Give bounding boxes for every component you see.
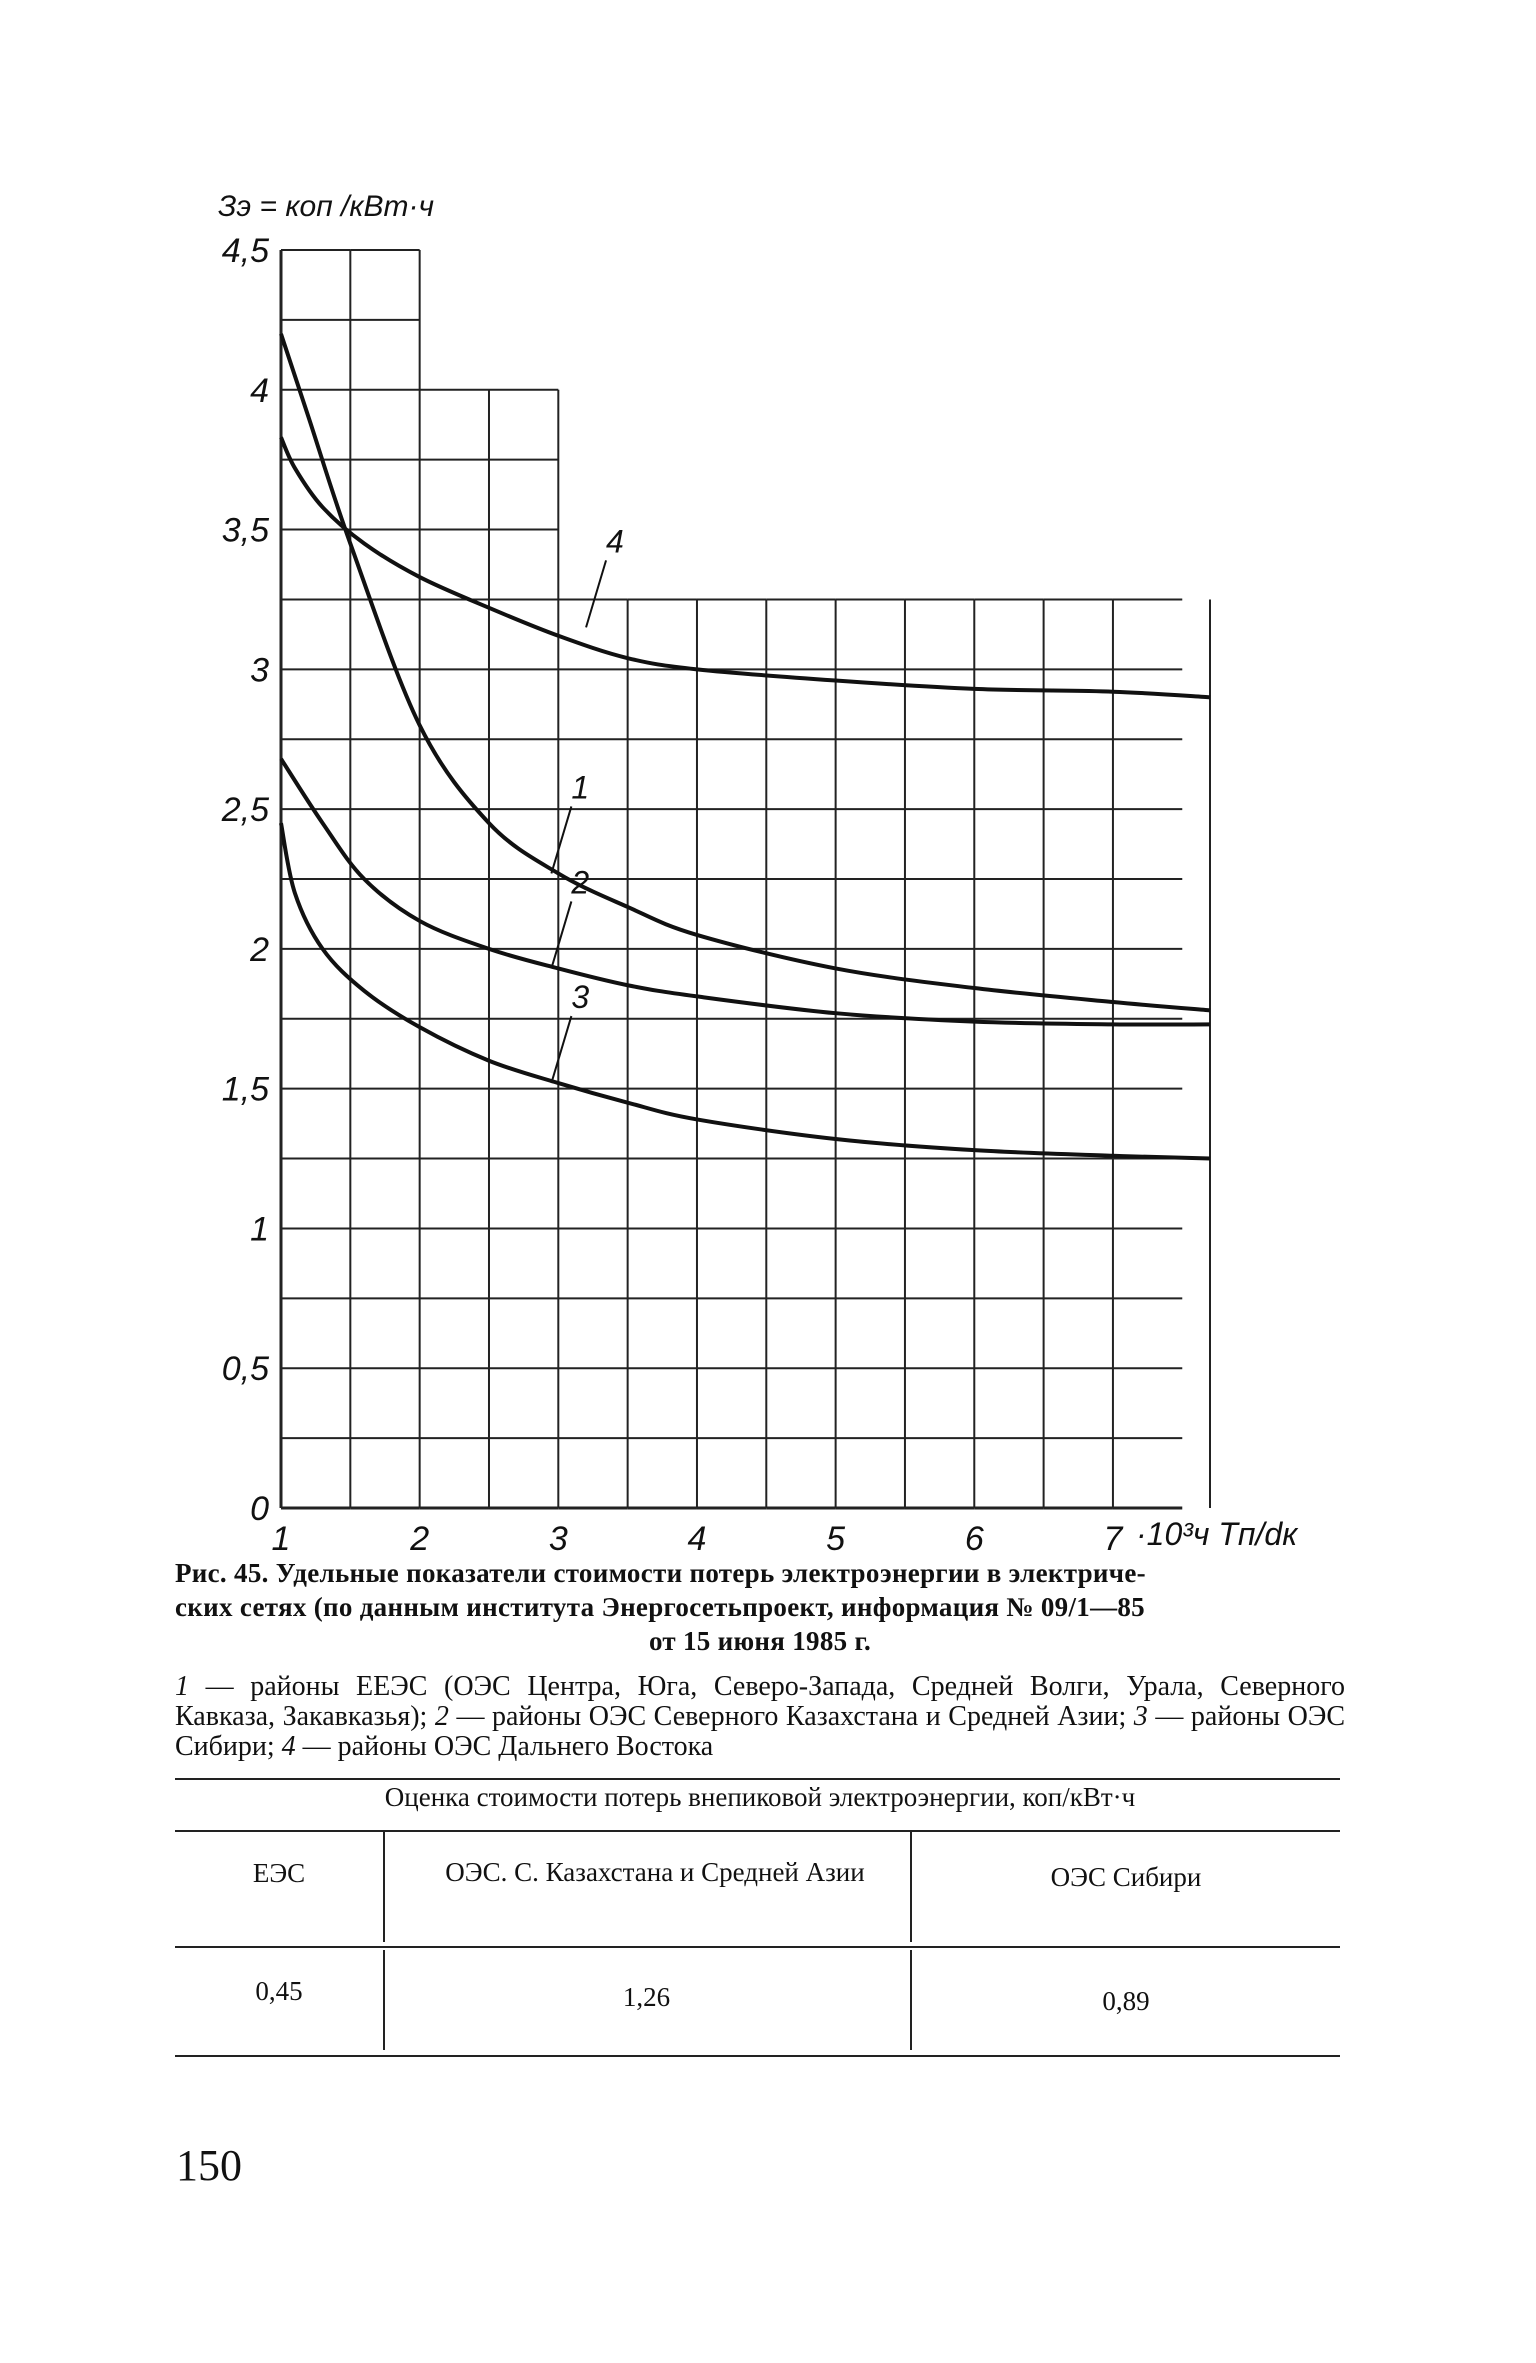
table-bottom-rule [175, 2055, 1340, 2057]
legend-3-text: — районы ОЭС Сибири; [175, 1701, 1346, 1762]
table-title: Оценка стоимости потерь внепиковой электроэнергии, коп/кВт·ч [384, 1782, 1136, 1812]
chart-grid [281, 250, 1210, 1508]
chart-ticks [221, 232, 1124, 1558]
table-value-siberia: 0,89 [1102, 1986, 1150, 2016]
y-tick-label: 0,5 [221, 1350, 269, 1389]
y-tick-label: 4,5 [221, 232, 269, 270]
table-divider-1 [383, 1830, 385, 1942]
y-tick-label: 2,5 [221, 791, 269, 830]
figure-caption-title [175, 1556, 1345, 1658]
x-tick-label: 1 [271, 1520, 291, 1558]
legend-1-text: — районы ЕЕЭС (ОЭС Центра, Юга, Северо-Запада, Средней Волги, Урала, Северного Кавказа, Закавказья); [175, 1671, 1345, 1732]
x-tick-label: 2 [410, 1520, 430, 1558]
label-4-leader [586, 560, 606, 627]
legend-3-index: 3 [1133, 1701, 1148, 1732]
table-header-siberia: ОЭС Сибири [1050, 1862, 1202, 1892]
x-tick-label: 5 [826, 1520, 846, 1558]
caption-line-1: Рис. 45. Удельные показатели стоимости потерь электроэнергии в электриче- [175, 1558, 1146, 1588]
x-axis-label: ·10³ч Tп/dк [1136, 1516, 1298, 1552]
table-header-kazakhstan: ОЭС. С. Казахстана и Средней Азии [445, 1857, 865, 1887]
curve-label-4: 4 [606, 523, 624, 560]
table-header-rule [175, 1946, 1340, 1948]
table-value-kazakhstan: 1,26 [622, 1982, 671, 2012]
y-tick-label: 3,5 [221, 511, 269, 550]
legend-4-index: 4 [281, 1731, 296, 1762]
x-tick-label: 3 [548, 1520, 568, 1558]
label-2-leader [551, 901, 571, 968]
curve-label-3: 3 [571, 979, 590, 1016]
legend-1-index: 1 [175, 1671, 189, 1702]
y-tick-label: 3 [250, 651, 269, 690]
legend-4-text: — районы ОЭС Дальнего Востока [302, 1731, 714, 1762]
y-axis-label: Зэ = коп /кВт·ч [218, 190, 435, 223]
legend-2-text: — районы ОЭС Северного Казахстана и Средней Азии; [456, 1701, 1127, 1732]
y-tick-label: 1,5 [221, 1070, 269, 1109]
x-tick-label: 4 [687, 1520, 707, 1558]
table-top-rule [175, 1778, 1340, 1780]
x-tick-label: 7 [1103, 1520, 1123, 1558]
table-header-ees: ЕЭС [252, 1858, 306, 1888]
label-1-leader [551, 806, 571, 873]
curve-label-1: 1 [571, 769, 590, 806]
caption-line-3: от 15 июня 1985 г. [648, 1626, 872, 1656]
label-3-leader [551, 1016, 571, 1083]
table-value-ees: 0,45 [255, 1976, 303, 2006]
y-tick-label: 1 [250, 1210, 269, 1249]
figure-caption-legend [175, 1672, 1345, 1762]
table-title-rule [175, 1830, 1340, 1832]
page-number: 150 [176, 2141, 242, 2190]
y-tick-label: 4 [250, 371, 269, 410]
curve-label-2: 2 [571, 864, 590, 901]
caption-line-2: ских сетях (по данным института Энергосетьпроект, информация № 09/1—85 [175, 1592, 1145, 1622]
x-tick-label: 6 [964, 1520, 984, 1558]
y-tick-label: 2 [250, 930, 269, 969]
legend-2-index: 2 [434, 1701, 449, 1732]
y-tick-label: 0 [250, 1490, 269, 1528]
